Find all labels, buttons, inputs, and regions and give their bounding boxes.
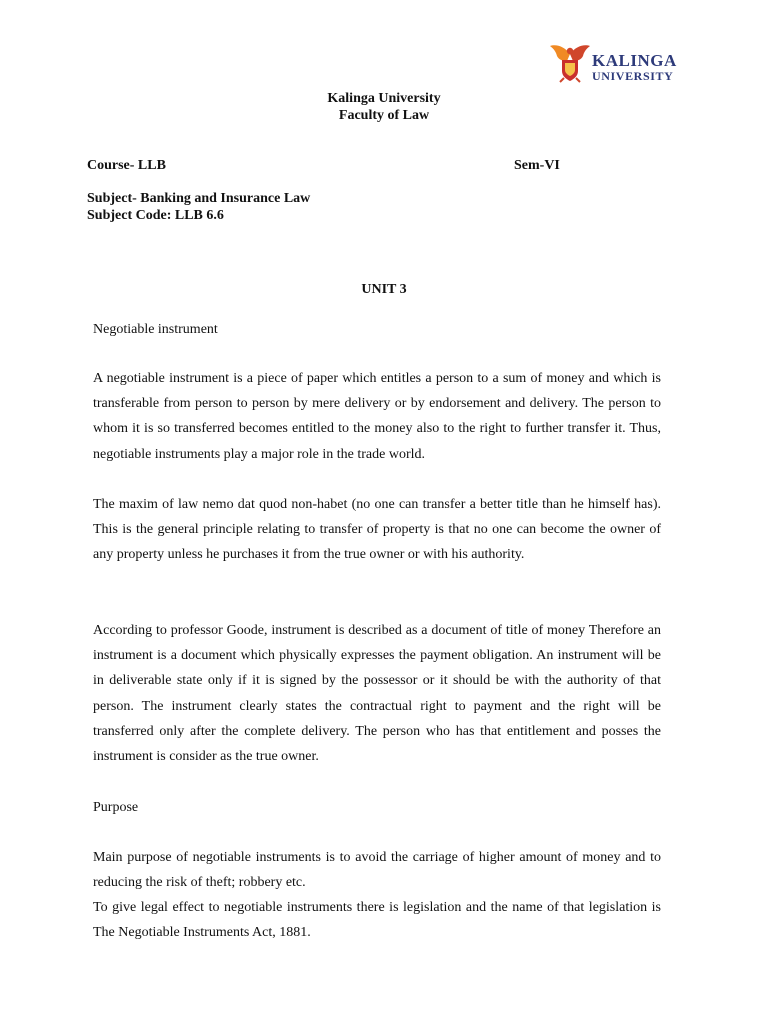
section-heading-negotiable-instrument: Negotiable instrument	[93, 322, 218, 337]
paragraph-definition: A negotiable instrument is a piece of paper which entitles a person to a sum of money and which is transferable from person to person by mere delivery or by endorsement and delivery. The person to whom it is so transferred becomes entitled to the money also to the right to further transfer it. Thus, negotiable instruments play a major role in the trade world.	[93, 371, 661, 462]
eagle-emblem-icon	[548, 40, 592, 84]
logo-wordmark-kalinga: KALINGA	[592, 51, 677, 70]
course-label: Course- LLB	[87, 158, 166, 173]
university-logo	[548, 40, 688, 86]
section-heading-purpose: Purpose	[93, 800, 139, 815]
paragraph-purpose: Main purpose of negotiable instruments is to avoid the carriage of higher amount of money and to reducing the risk of theft; robbery etc.	[93, 850, 661, 891]
paragraph-goode: According to professor Goode, instrument is described as a document of title of money Therefore an instrument is a document which physically expresses the payment obligation. An instrument will be in deliverable state only if it is signed by the possessor or it should be with the authority of that person. The instrument clearly states the contractual right to payment and the right will be transferred only after the complete delivery. The person who has that entitlement and posses the instrument is consider as the true owner.	[93, 623, 661, 765]
semester-label: Sem-VI	[514, 158, 560, 173]
university-name: Kalinga University	[327, 91, 441, 106]
subject-label: Subject- Banking and Insurance Law	[87, 191, 311, 206]
unit-title: UNIT 3	[361, 282, 407, 297]
subject-code-label: Subject Code: LLB 6.6	[87, 208, 224, 223]
paragraph-legislation: To give legal effect to negotiable instruments there is legislation and the name of that legislation is The Negotiable Instruments Act, 1881.	[93, 900, 661, 941]
paragraph-nemo-dat: The maxim of law nemo dat quod non-habet (no one can transfer a better title than he himself has). This is the general principle relating to transfer of property is that no one can become the owner of any property unless he purchases it from the true owner or with his authority.	[93, 497, 661, 563]
logo-wordmark-university: UNIVERSITY	[592, 69, 674, 83]
faculty-name: Faculty of Law	[338, 108, 430, 123]
